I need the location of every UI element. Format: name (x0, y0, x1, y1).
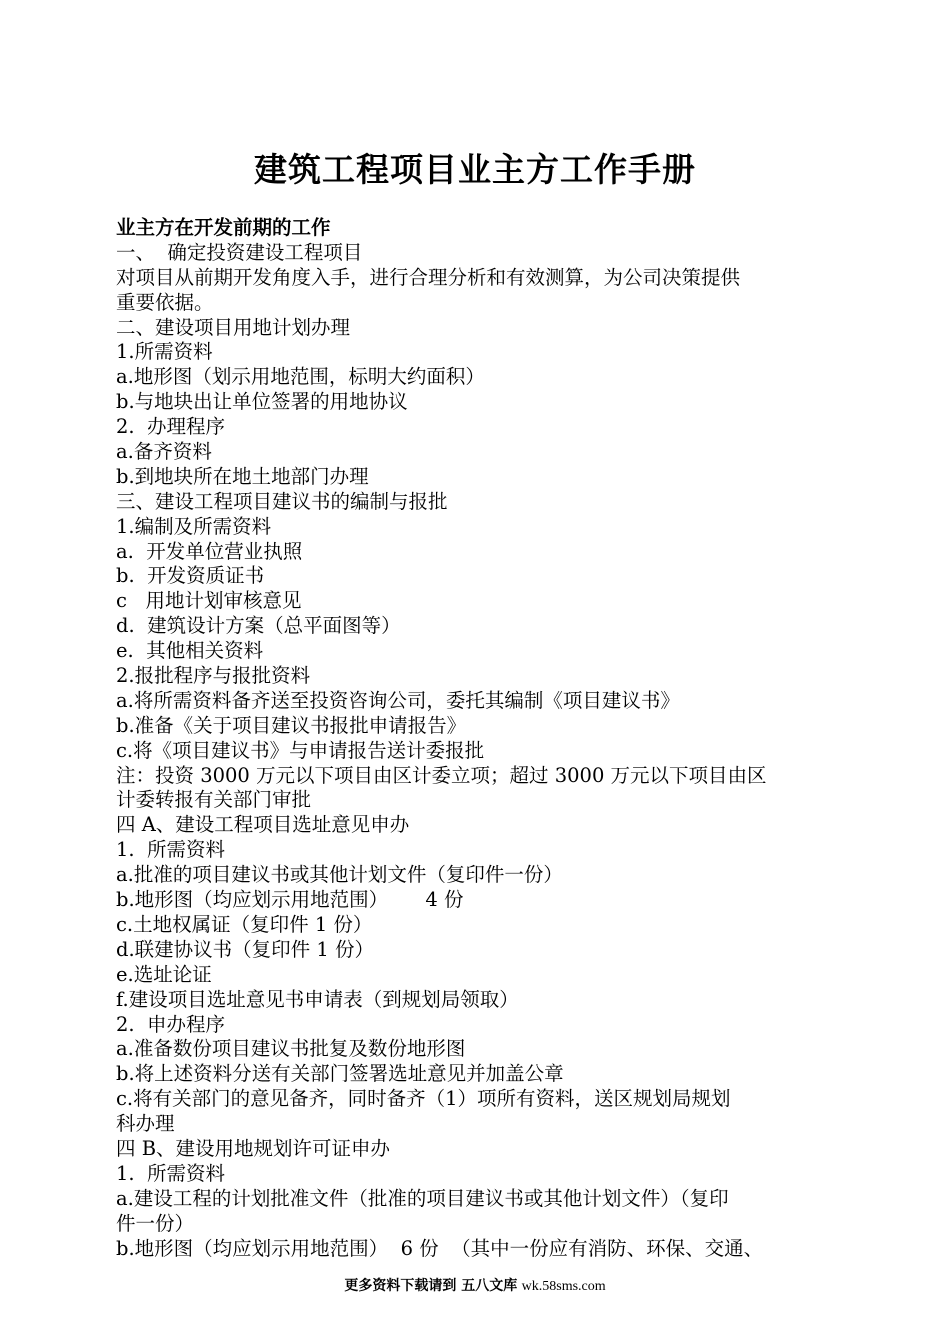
text-line: 二、建设项目用地计划办理 (116, 315, 351, 339)
text-line: c.土地权属证（复印件 1 份） (116, 912, 373, 936)
text-line: 科办理 (116, 1112, 175, 1136)
text-line: 注：投资 3000 万元以下项目由区计委立项；超过 3000 万元以下项目由区 (116, 763, 767, 787)
text-line: 三、建设工程项目建议书的编制与报批 (116, 489, 448, 513)
text-line: b.地形图（均应划示用地范围） 4 份 (116, 888, 464, 912)
text-line: e. 其他相关资料 (116, 639, 264, 663)
text-line: d.联建协议书（复印件 1 份） (116, 937, 374, 961)
text-line: a.批准的项目建议书或其他计划文件（复印件一份） (116, 863, 563, 887)
text-line: c.将有关部门的意见备齐，同时备齐（1）项所有资料，送区规划局规划 (116, 1087, 731, 1111)
text-line: f.建设项目选址意见书申请表（到规划局领取） (116, 987, 519, 1011)
text-line: a. 开发单位营业执照 (116, 539, 303, 563)
footer-url[interactable]: wk.58sms.com (521, 1279, 606, 1294)
text-line: 1.编制及所需资料 (116, 514, 272, 538)
text-line: 四 A、建设工程项目选址意见申办 (116, 813, 410, 837)
text-line: b.准备《关于项目建议书报批申请报告》 (116, 713, 467, 737)
text-line: 计委转报有关部门审批 (116, 788, 312, 812)
text-line: a.准备数份项目建议书批复及数份地形图 (116, 1037, 466, 1061)
text-line: 2. 办理程序 (116, 415, 226, 439)
text-line: 1.所需资料 (116, 340, 213, 364)
text-line: b.地形图（均应划示用地范围） 6 份 （其中一份应有消防、环保、交通、 (116, 1236, 764, 1260)
document-title: 建筑工程项目业主方工作手册 (254, 150, 696, 189)
text-line: b.到地块所在地土地部门办理 (116, 464, 369, 488)
text-line: 2.报批程序与报批资料 (116, 664, 311, 688)
text-line: 件一份） (116, 1211, 195, 1235)
footer-label: 更多资料下载请到 五八文库 (344, 1278, 518, 1294)
text-line: a.将所需资料备齐送至投资咨询公司，委托其编制《项目建议书》 (116, 688, 680, 712)
document-body (116, 216, 836, 1261)
text-line: a.地形图（划示用地范围，标明大约面积） (116, 365, 485, 389)
text-line: b.将上述资料分送有关部门签署选址意见并加盖公章 (116, 1062, 564, 1086)
text-line: b. 开发资质证书 (116, 564, 265, 588)
text-line: 对项目从前期开发角度入手，进行合理分析和有效测算，为公司决策提供 (116, 265, 741, 289)
text-line: d. 建筑设计方案（总平面图等） (116, 614, 401, 638)
text-line: 1. 所需资料 (116, 838, 226, 862)
text-line: 一、 确定投资建设工程项目 (116, 240, 363, 264)
text-line: 重要依据。 (116, 290, 214, 314)
section-heading: 业主方在开发前期的工作 (116, 216, 331, 239)
text-line: a.建设工程的计划批准文件（批准的项目建议书或其他计划文件）（复印 (116, 1186, 729, 1210)
text-line: a.备齐资料 (116, 440, 212, 464)
footer (0, 1276, 950, 1297)
text-line: e.选址论证 (116, 962, 212, 986)
text-line: c.将《项目建议书》与申请报告送计委报批 (116, 738, 485, 762)
text-line: 2. 申办程序 (116, 1012, 226, 1036)
text-line: b.与地块出让单位签署的用地协议 (116, 390, 408, 414)
text-line: c 用地计划审核意见 (116, 589, 302, 613)
text-line: 四 B、建设用地规划许可证申办 (116, 1136, 391, 1160)
text-line: 1. 所需资料 (116, 1161, 226, 1185)
